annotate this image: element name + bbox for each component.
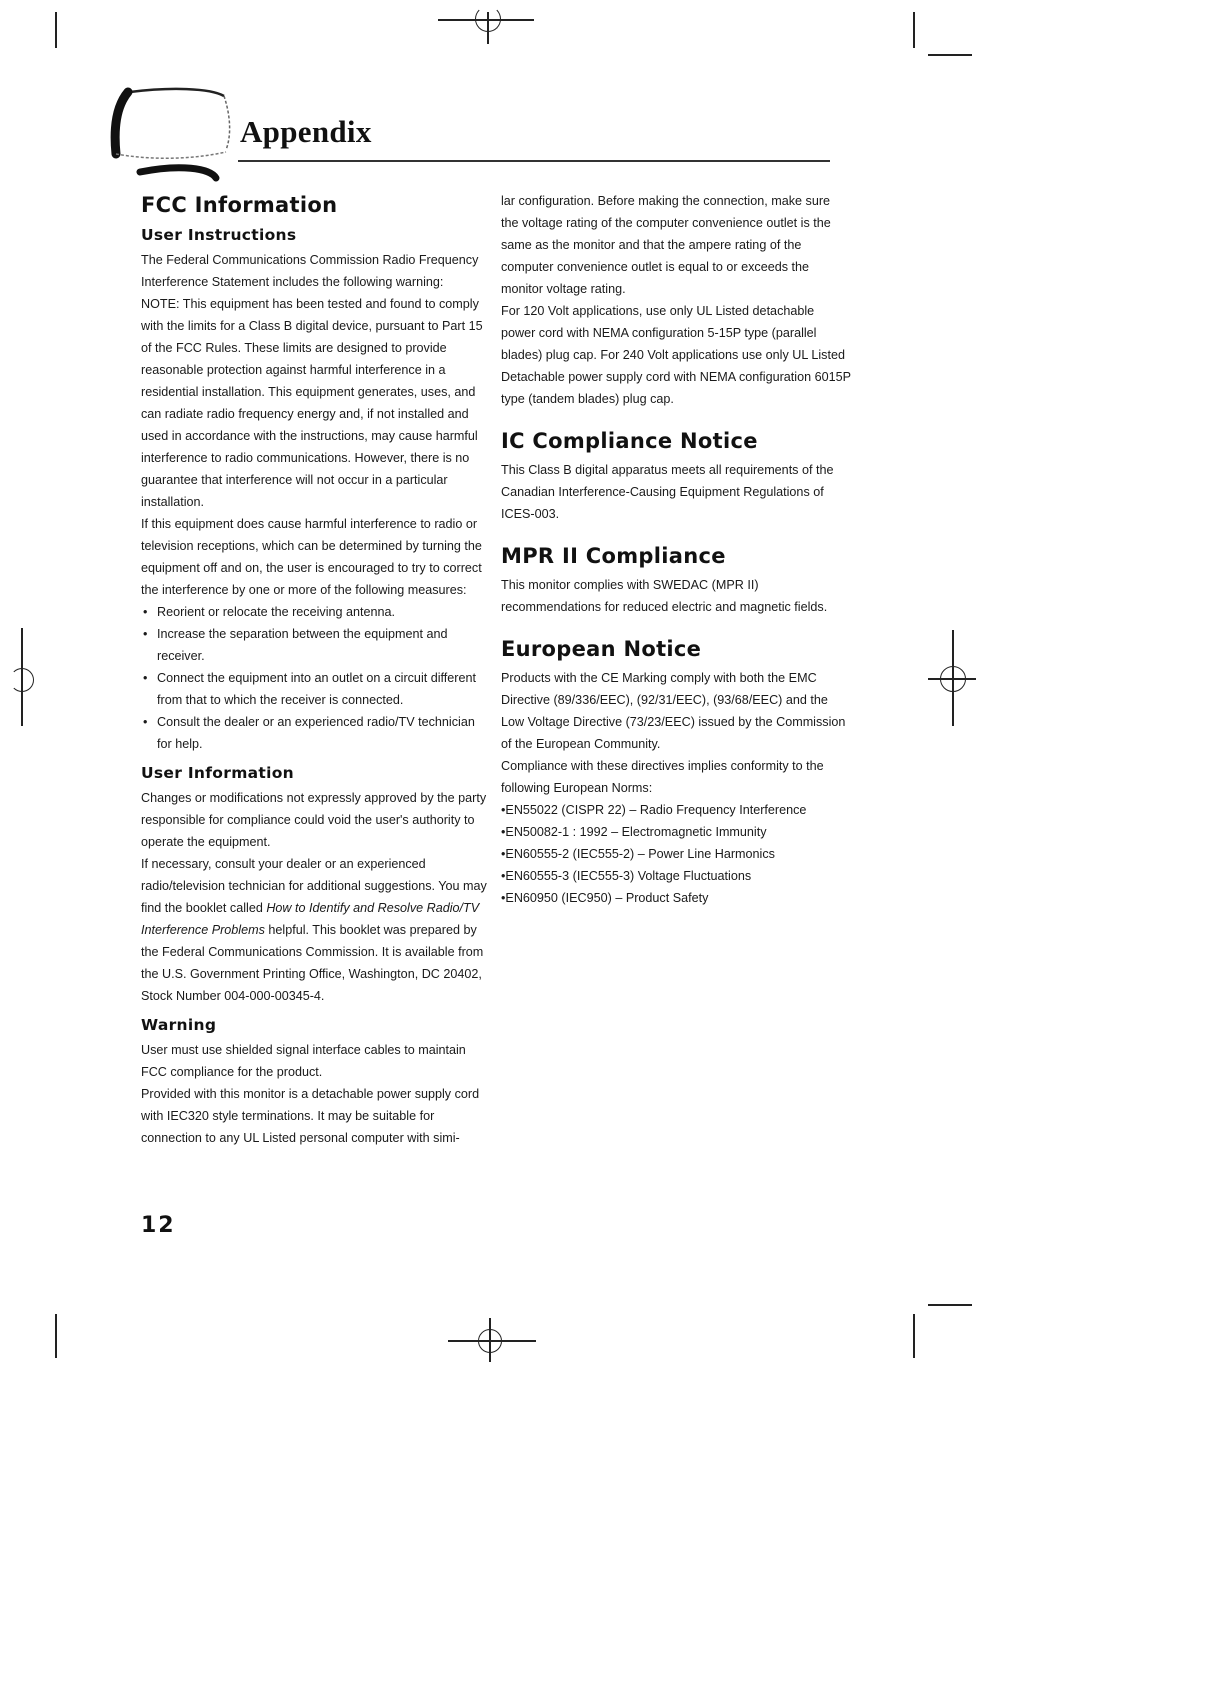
list-item: • Consult the dealer or an experienced radio/TV technician for help. xyxy=(141,711,491,755)
crop-mark-top-right-h xyxy=(928,54,972,56)
list-item: • EN50082-1 : 1992 – Electromagnetic Immunity xyxy=(501,821,851,843)
configuration-paragraph: lar configuration. Before making the connection, make sure the voltage rating of the computer convenience outlet is the same as the monitor and that the ampere rating of the computer convenience outlet is equal to or exceeds the monitor voltage rating. xyxy=(501,194,831,296)
user-instructions-heading: User Instructions xyxy=(141,226,297,244)
page-title: Appendix xyxy=(240,114,372,149)
fcc-intro-paragraph: The Federal Communications Commission Radio Frequency Interference Statement includes the following warning: xyxy=(141,253,479,289)
left-column xyxy=(141,190,491,1149)
list-item: • EN60555-2 (IEC555-2) – Power Line Harmonics xyxy=(501,843,851,865)
volt-applications-paragraph: For 120 Volt applications, use only UL Listed detachable power cord with NEMA configuration 5-15P type (parallel blades) plug cap. For 240 Volt applications use only UL Listed Detachable power supply cord with NEMA configuration 6015P type (tandem blades) plug cap. xyxy=(501,304,851,406)
reg-mark-right-circle xyxy=(940,666,966,692)
fcc-heading: FCC Information xyxy=(141,193,338,217)
booklet-text-before: If necessary, consult your dealer or an experienced radio/television technician for additional suggestions. You may find the booklet called xyxy=(141,857,487,915)
fcc-note-paragraph: NOTE: This equipment has been tested and found to comply with the limits for a Class B digital device, pursuant to Part 15 of the FCC Rules. These limits are designed to provide reasonable protection against harmful interference in a residential installation. This equipment generates, uses, and can radiate radio frequency energy and, if not installed and used in accordance with the instructions, may cause harmful interference to radio communications. However, there is no guarantee that interference will not occur in a particular installation. xyxy=(141,297,483,509)
crop-mark-bottom-right-h xyxy=(928,1304,972,1306)
crop-mark-bottom-right xyxy=(913,1314,915,1358)
list-item: • EN55022 (CISPR 22) – Radio Frequency Interference xyxy=(501,799,851,821)
right-column xyxy=(501,190,851,909)
reg-mark-left-circle xyxy=(10,668,34,692)
mpr-compliance-heading: MPR II Compliance xyxy=(501,544,726,568)
reg-mark-top-circle xyxy=(475,6,501,32)
crop-mark-bottom-left xyxy=(55,1314,57,1358)
crop-mark-top-left xyxy=(55,12,57,48)
european-notice-heading: European Notice xyxy=(501,637,702,661)
european-norms-list xyxy=(501,799,851,909)
crop-mark-top-right xyxy=(913,12,915,48)
header-rule xyxy=(238,160,830,162)
fcc-measures-paragraph: If this equipment does cause harmful interference to radio or television receptions, which can be determined by turning the equipment off and on, the user is encouraged to try to correct the interference by one or more of the following measures: xyxy=(141,517,482,597)
page-number: 12 xyxy=(141,1213,176,1238)
booklet-title: How to Identify and Resolve Radio/TV Interference Problems xyxy=(141,901,480,937)
european-norms-intro: Compliance with these directives implies conformity to the following European Norms: xyxy=(501,759,824,795)
warning-heading: Warning xyxy=(141,1016,217,1034)
warning-paragraph: User must use shielded signal interface cables to maintain FCC compliance for the product. xyxy=(141,1043,466,1079)
user-information-heading: User Information xyxy=(141,764,295,782)
measures-list xyxy=(141,601,491,755)
mpr-compliance-text: This monitor complies with SWEDAC (MPR II) recommendations for reduced electric and magnetic fields. xyxy=(501,578,828,614)
user-information-paragraph: Changes or modifications not expressly approved by the party responsible for compliance could void the user's authority to operate the equipment. xyxy=(141,791,487,849)
reg-mark-bottom-circle xyxy=(478,1329,502,1353)
ce-marking-paragraph: Products with the CE Marking comply with both the EMC Directive (89/336/EEC), (92/31/EEC), (93/68/EEC) and the Low Voltage Directive (73/23/EEC) issued by the Commission of the European Community. xyxy=(501,671,846,751)
booklet-paragraph xyxy=(141,853,491,1007)
list-item: • EN60950 (IEC950) – Product Safety xyxy=(501,887,851,909)
list-item: • Connect the equipment into an outlet on a circuit different from that to which the receiver is connected. xyxy=(141,667,491,711)
booklet-text-after: helpful. This booklet was prepared by the Federal Communications Commission. It is available from the U.S. Government Printing Office, Washington, DC 20402, Stock Number 004-000-00345-4. xyxy=(141,923,484,1003)
monitor-logo-icon xyxy=(100,84,240,184)
ic-compliance-text: This Class B digital apparatus meets all requirements of the Canadian Interference-Causing Equipment Regulations of ICES-003. xyxy=(501,463,834,521)
list-item: • Increase the separation between the equipment and receiver. xyxy=(141,623,491,667)
list-item: • Reorient or relocate the receiving antenna. xyxy=(141,601,491,623)
power-cord-paragraph: Provided with this monitor is a detachable power supply cord with IEC320 style terminations. It may be suitable for connection to any UL Listed personal computer with simi- xyxy=(141,1087,480,1145)
ic-compliance-heading: IC Compliance Notice xyxy=(501,429,758,453)
list-item: • EN60555-3 (IEC555-3) Voltage Fluctuations xyxy=(501,865,851,887)
